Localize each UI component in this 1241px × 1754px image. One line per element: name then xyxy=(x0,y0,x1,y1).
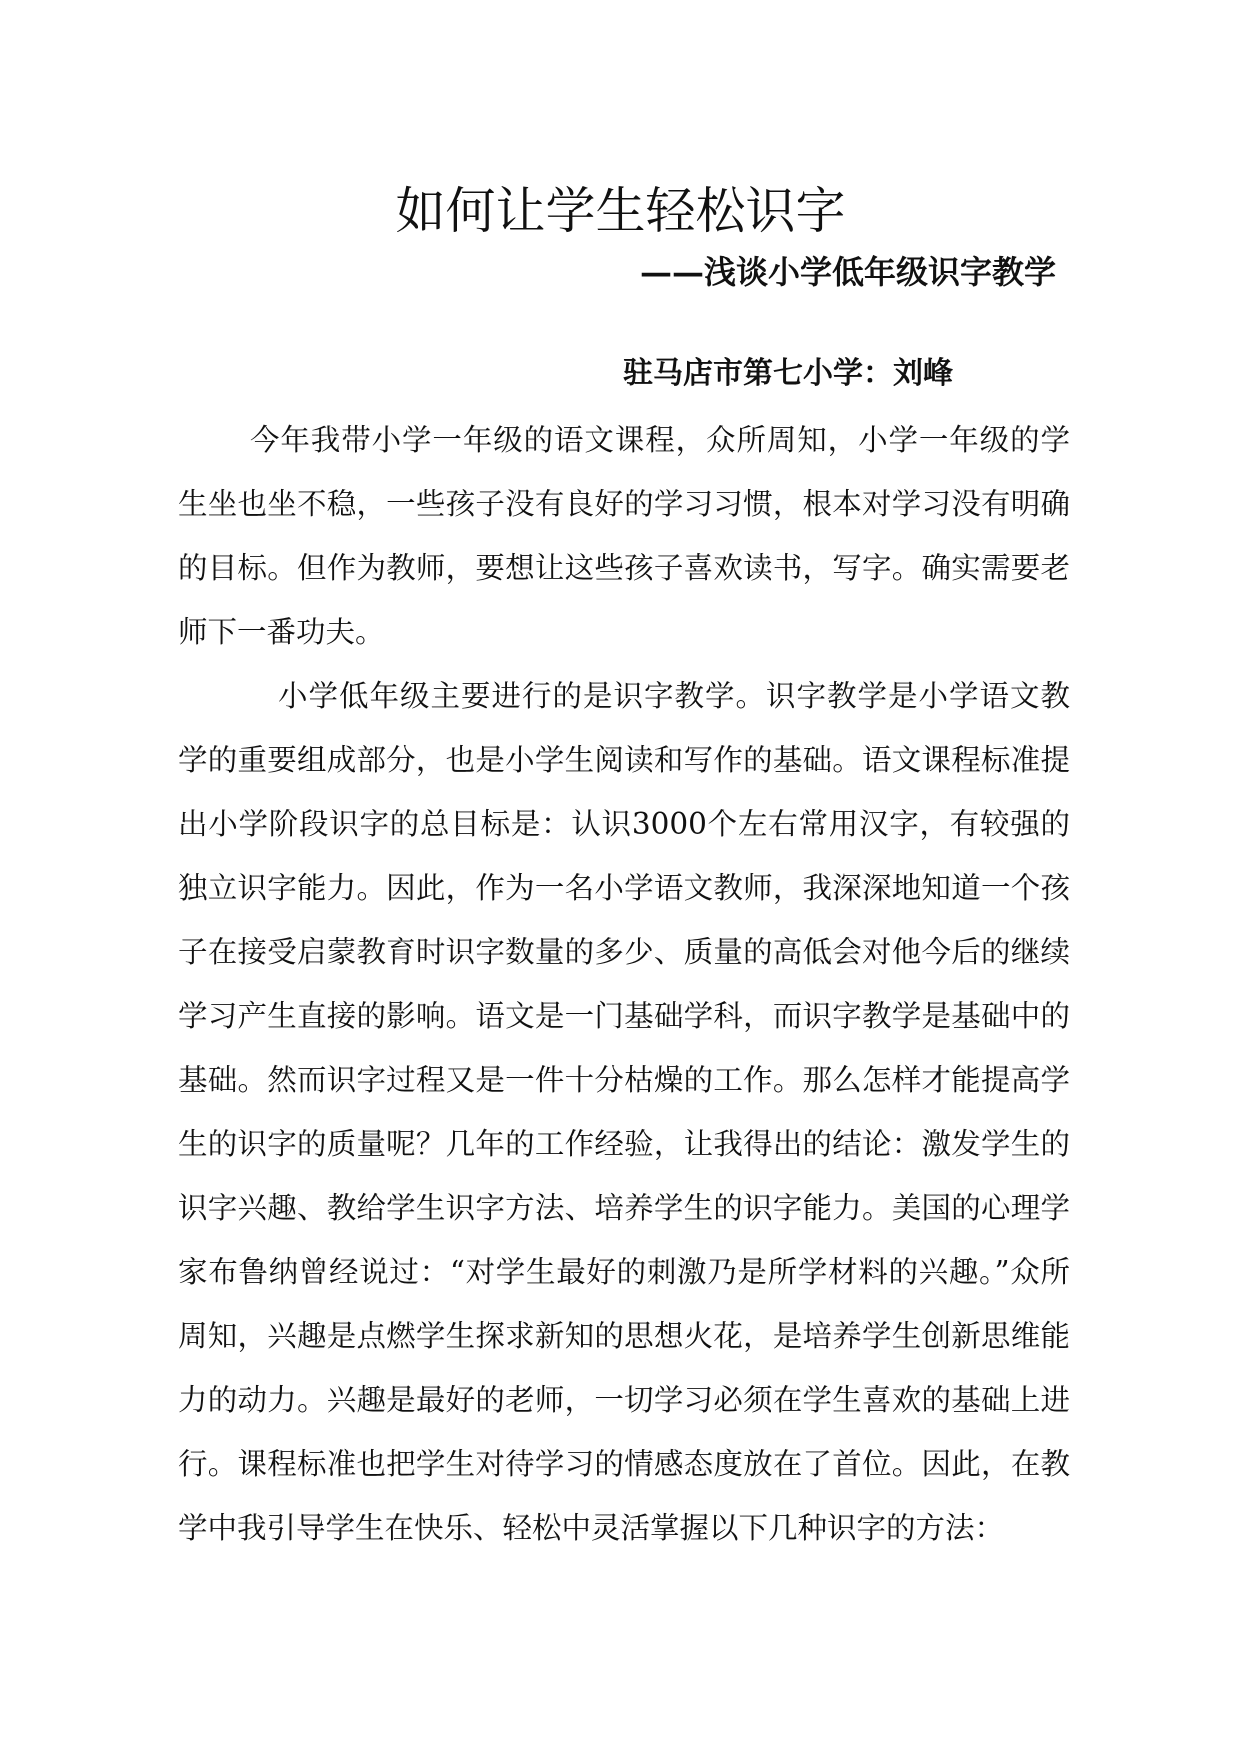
document-subtitle: ——浅谈小学低年级识字教学 xyxy=(640,253,1057,291)
paragraph: 小学低年级主要进行的是识字教学。识字教学是小学语文教学的重要组成部分，也是小学生阅读和写作的基础。语文课程标准提出小学阶段识字的总目标是：认识3000个左右常用汉字，有较强的独立识字能力。因此，作为一名小学语文教师，我深深地知道一个孩子在接受启蒙教育时识字数量的多少、质量的高低会对他今后的继续学习产生直接的影响。语文是一门基础学科，而识字教学是基础中的基础。然而识字过程又是一件十分枯燥的工作。那么怎样才能提高学生的识字的质量呢？几年的工作经验，让我得出的结论：激发学生的识字兴趣、教给学生识字方法、培养学生的识字能力。美国的心理学家布鲁纳曾经说过：“对学生最好的刺激乃是所学材料的兴趣。”众所周知，兴趣是点燃学生探求新知的思想火花，是培养学生创新思维能力的动力。兴趣是最好的老师，一切学习必须在学生喜欢的基础上进行。课程标准也把学生对待学习的情感态度放在了首位。因此，在教学中我引导学生在快乐、轻松中灵活掌握以下几种识字的方法： xyxy=(178,679,1070,1545)
paragraph: 今年我带小学一年级的语文课程，众所周知，小学一年级的学生坐也坐不稳，一些孩子没有良好的学习习惯，根本对学习没有明确的目标。但作为教师，要想让这些孩子喜欢读书，写字。确实需要老师下一番功夫。 xyxy=(178,423,1070,649)
document-title: 如何让学生轻松识字 xyxy=(395,182,846,240)
author-line: 驻马店市第七小学：刘峰 xyxy=(623,356,953,391)
